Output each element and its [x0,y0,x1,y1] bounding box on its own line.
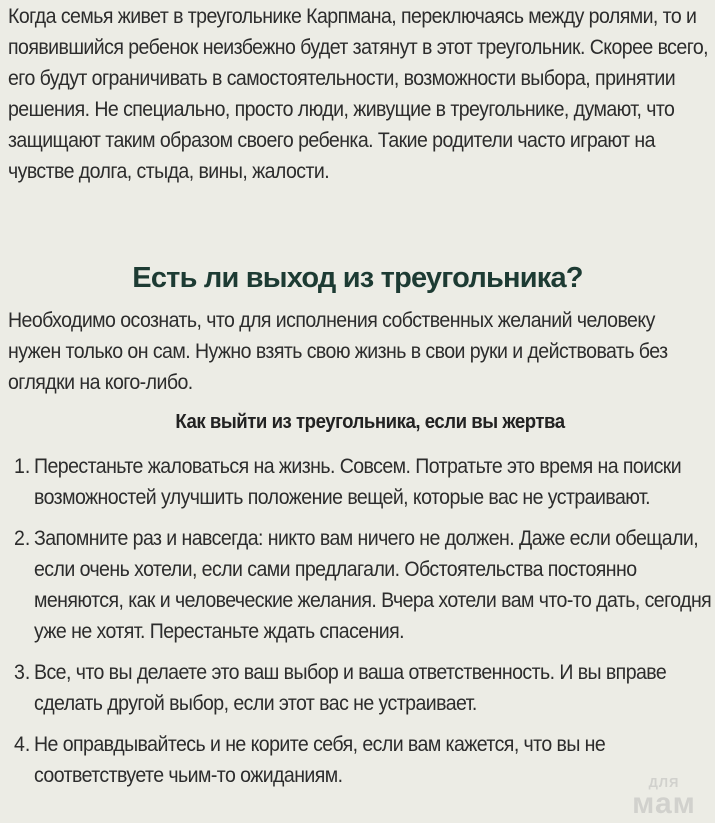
watermark-small-text: ДЛЯ [648,775,680,790]
subsection-heading: Как выйти из треугольника, если вы жертва [175,411,565,433]
intro-paragraph: Когда семья живет в треугольнике Карпмана, переключаясь между ролями, то и появившийся ребенок неизбежно будет затянут в этот треугольник. Скорее всего, его будут ограничивать в самостоятельности, возможности выбора, принятии решения. Не специально, просто люди, живущие в треугольнике, думают, что защищают таким образом своего ребенка. Такие родители часто играют на чувстве долга, стыда, вины, жалости. [8,5,709,183]
list-item-text: Не оправдывайтесь и не корите себя, если вам кажется, что вы не соответствуете чьим-то ожиданиям. [34,733,606,787]
list-item [14,657,715,719]
list-item [14,523,715,647]
list-item [14,451,715,513]
list-item-number: 2. [14,527,31,550]
list-item [14,729,715,791]
list-item-text: Все, что вы делаете это ваш выбор и ваша ответственность. И вы вправе сделать другой выбор, если этот вас не устраивает. [34,661,667,715]
list-item-text: Запомните раз и навсегда: никто вам ничего не должен. Даже если обещали, если очень хотели, если сами предлагали. Обстоятельства постоянно меняются, как и человеческие желания. Вчера хотели вам что-то дать, сегодня уже не хотят. Перестаньте ждать спасения. [34,527,712,643]
list-item-number: 4. [14,733,31,756]
watermark-logo [621,776,707,819]
section-heading: Есть ли выход из треугольника? [132,262,583,294]
list-item-number: 3. [14,661,31,684]
list-item-text: Перестаньте жаловаться на жизнь. Совсем. Потратьте это время на поиски возможностей улучшить положение вещей, которые вас не устраивают. [34,455,682,509]
list-item-number: 1. [14,455,31,478]
steps-list [14,451,715,801]
watermark-big-text: мам [632,787,696,820]
lead-paragraph: Необходимо осознать, что для исполнения собственных желаний человеку нужен только он сам. Нужно взять свою жизнь в свои руки и действовать без оглядки на кого-либо. [8,309,668,394]
